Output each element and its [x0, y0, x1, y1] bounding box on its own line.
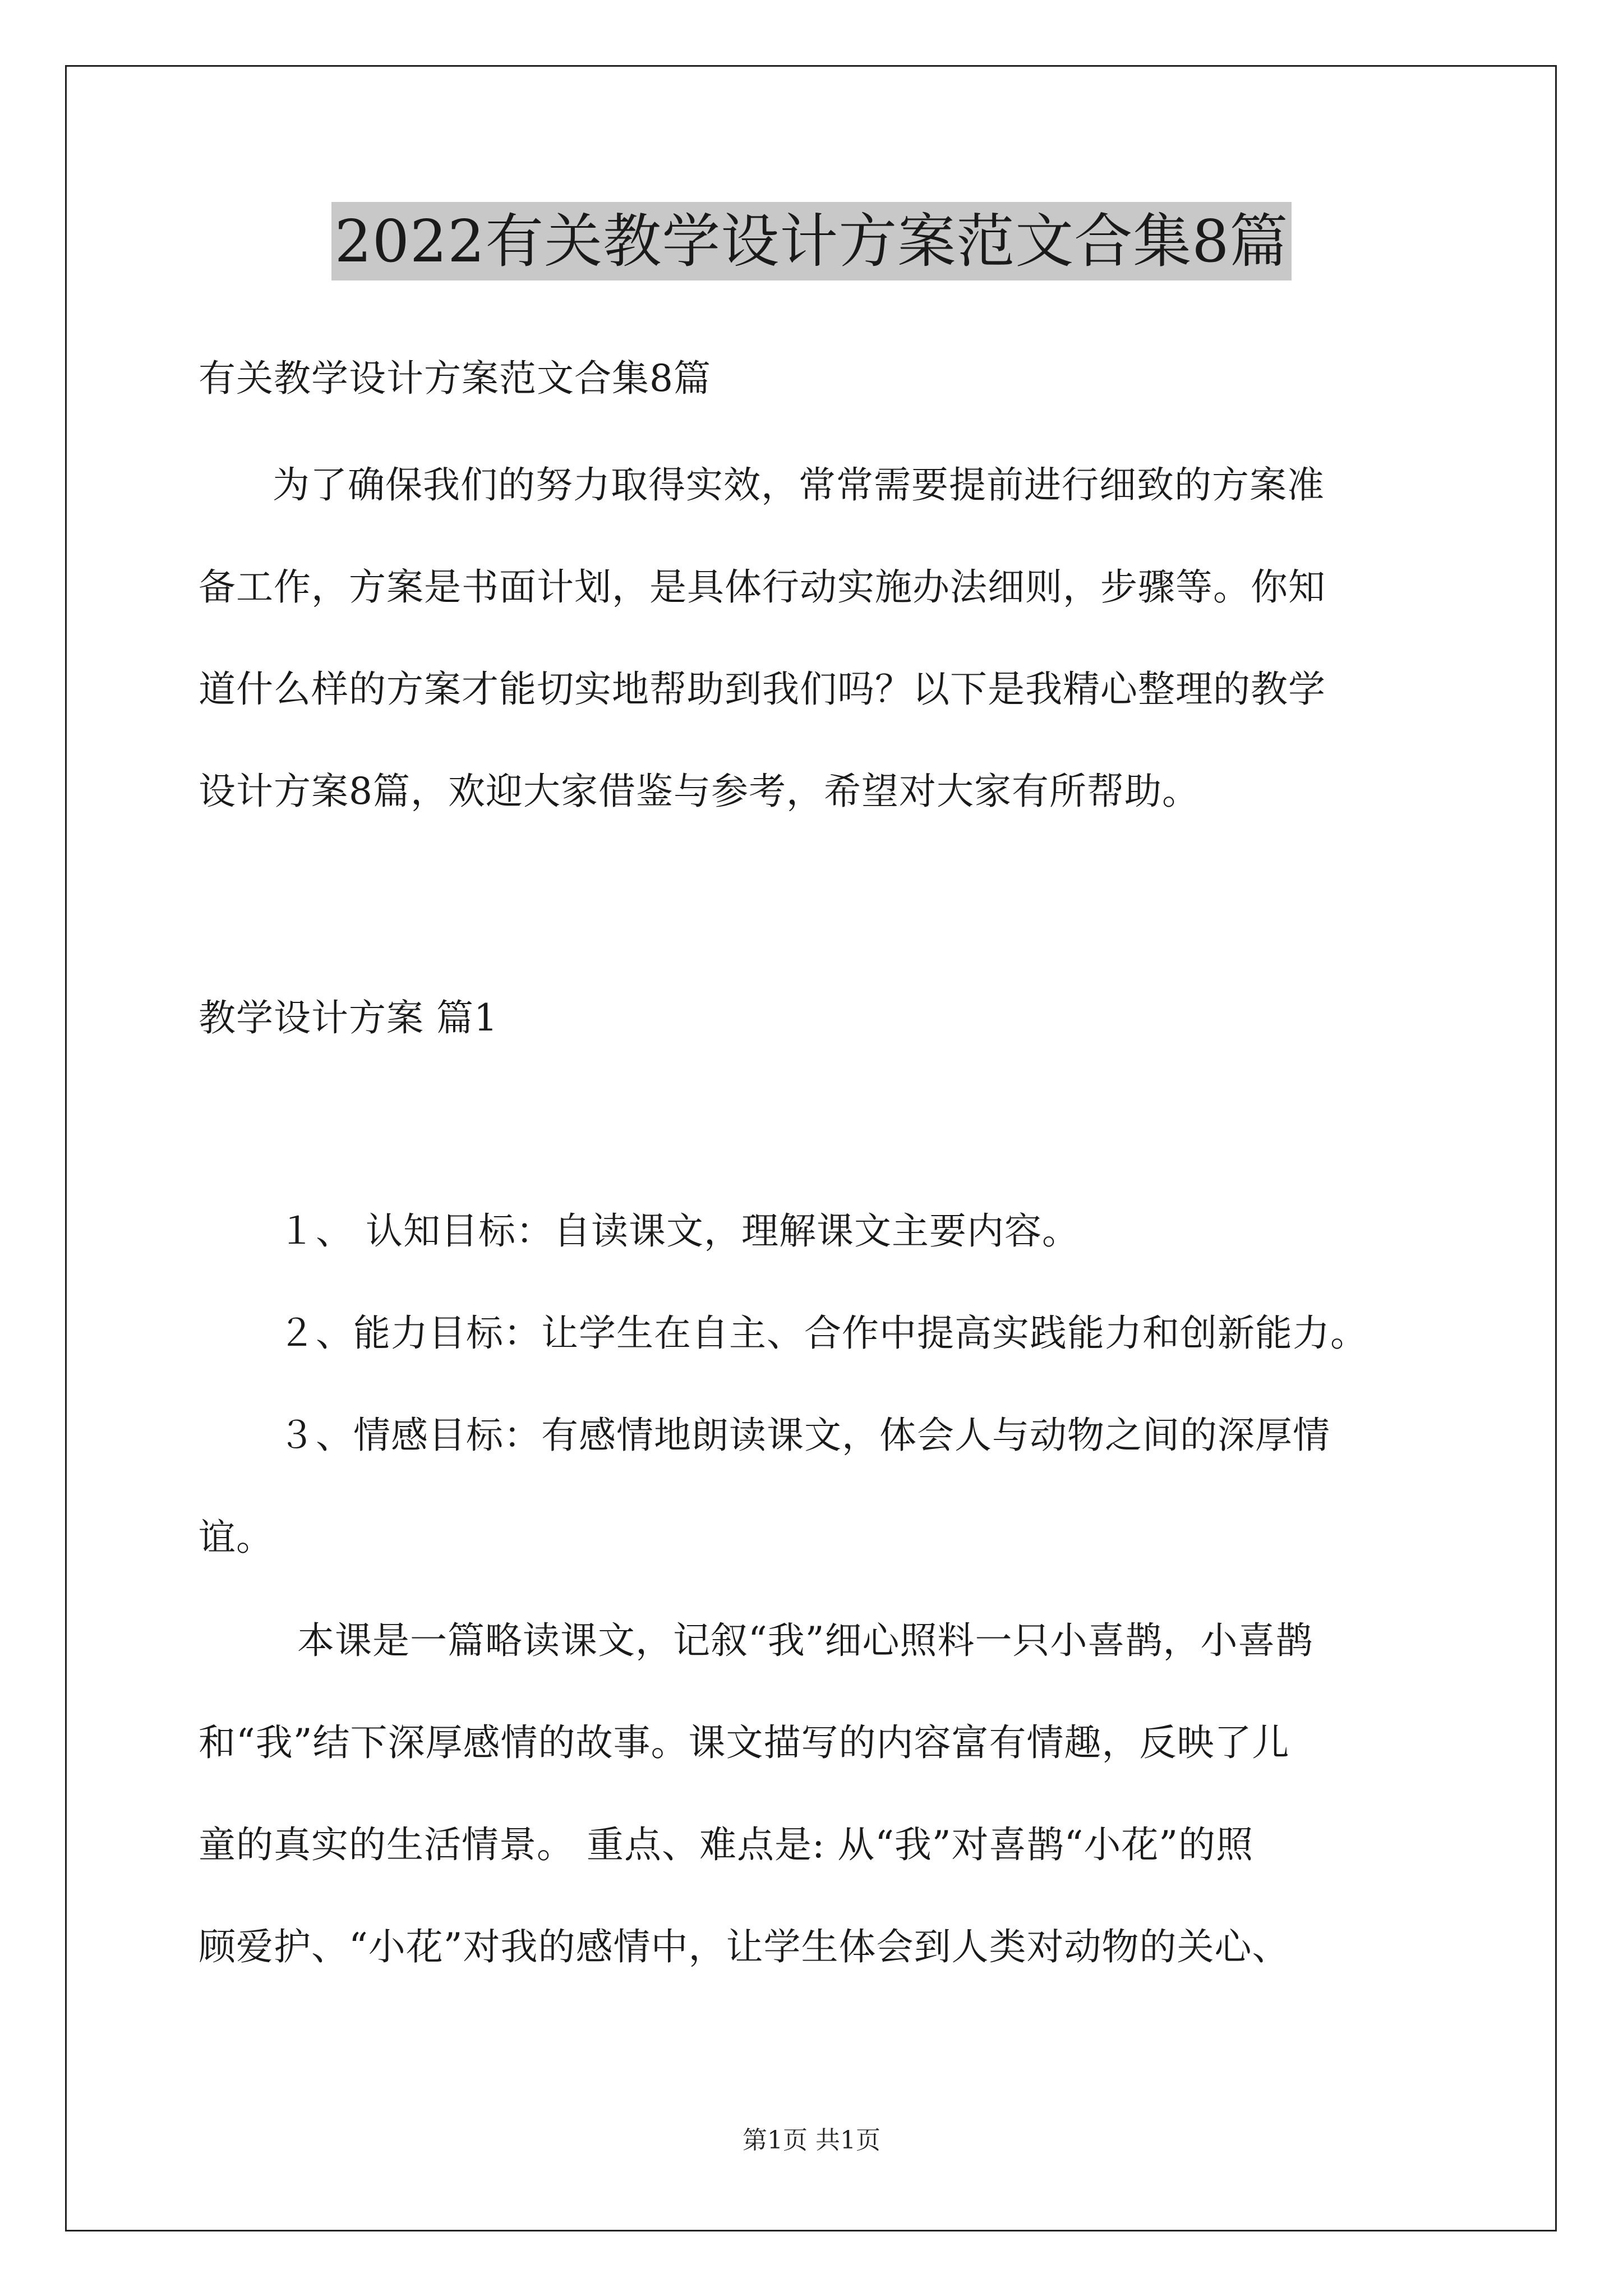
intro-line-3: 道什么样的方案才能切实地帮助到我们吗？以下是我精心整理的教学	[199, 668, 1326, 711]
body-line-2: 和“我”结下深厚感情的故事。课文描写的内容富有情趣，反映了儿	[199, 1721, 1290, 1764]
body-line-3: 童的真实的生活情景。 重点、难点是: 从“我”对喜鹊“小花”的照	[199, 1823, 1254, 1866]
goal-line-2: ２、能力目标：让学生在自主、合作中提高实践能力和创新能力。	[278, 1312, 1368, 1355]
section-heading: 教学设计方案 篇1	[199, 996, 498, 1039]
page-footer: 第1页 共1页	[743, 2126, 880, 2155]
document-subtitle: 有关教学设计方案范文合集8篇	[199, 357, 711, 400]
body-line-1: 本课是一篇略读课文，记叙“我”细心照料一只小喜鹊，小喜鹊	[297, 1619, 1313, 1662]
intro-line-1: 为了确保我们的努力取得实效，常常需要提前进行细致的方案准	[273, 463, 1325, 507]
document-title: 2022有关教学设计方案范文合集8篇	[331, 202, 1292, 280]
body-line-4: 顾爱护、“小花”对我的感情中，让学生体会到人类对动物的关心、	[199, 1925, 1290, 1968]
intro-line-4: 设计方案8篇，欢迎大家借鉴与参考，希望对大家有所帮助。	[199, 770, 1200, 813]
intro-line-2: 备工作，方案是书面计划，是具体行动实施办法细则，步骤等。你知	[199, 565, 1326, 609]
goal-line-3: ３、情感目标：有感情地朗读课文，体会人与动物之间的深厚情	[278, 1414, 1330, 1457]
goal-line-1: １、 认知目标：自读课文，理解课文主要内容。	[278, 1209, 1080, 1253]
goal-line-4: 谊。	[199, 1516, 274, 1559]
title-container	[0, 202, 1623, 280]
